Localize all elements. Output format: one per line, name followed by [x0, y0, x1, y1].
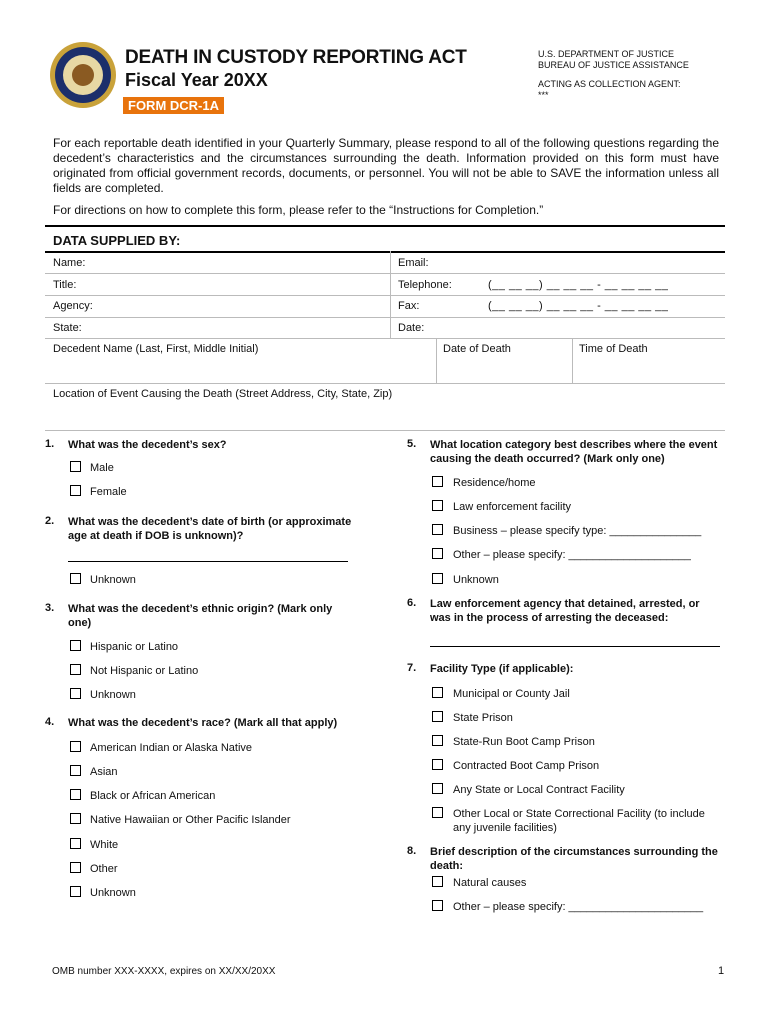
checkbox[interactable] — [70, 573, 81, 584]
checkbox[interactable] — [70, 765, 81, 776]
q7-option-3: Contracted Boot Camp Prison — [453, 760, 600, 772]
checkbox[interactable] — [70, 813, 81, 824]
q7-option-4: Any State or Local Contract Facility — [453, 784, 625, 796]
intro-paragraph: For each reportable death identified in your Quarterly Summary, please respond to all of the following questions regarding the decedent’s characteristics and the circumstances surrounding the death. Information provided on this form must have originated from official government records, documents, or personnel. You will not be able to SAVE the information unless all fields are completed. — [53, 136, 719, 195]
date-of-death-field[interactable]: Date of Death — [443, 343, 511, 355]
q7-option-2: State-Run Boot Camp Prison — [453, 736, 595, 748]
title-field[interactable]: Title: — [53, 279, 77, 291]
email-field[interactable]: Email: — [398, 257, 429, 269]
q2-number: 2. — [45, 515, 55, 527]
q5-option-1: Law enforcement facility — [453, 501, 571, 513]
fax-field[interactable]: (__ __ __) __ __ __ - __ __ __ __ — [488, 300, 669, 312]
date-field[interactable]: Date: — [398, 322, 425, 334]
q1-number: 1. — [45, 438, 55, 450]
omb-footer: OMB number XXX-XXXX, expires on XX/XX/20XX — [52, 966, 276, 977]
q6-number: 6. — [407, 597, 417, 609]
checkbox[interactable] — [70, 838, 81, 849]
checkbox[interactable] — [70, 789, 81, 800]
q7-option-0: Municipal or County Jail — [453, 688, 570, 700]
checkbox[interactable] — [432, 524, 443, 535]
agency-input-line[interactable] — [430, 646, 720, 647]
checkbox[interactable] — [432, 476, 443, 487]
checkbox[interactable] — [432, 735, 443, 746]
checkbox[interactable] — [432, 759, 443, 770]
q1-option-female: Female — [90, 486, 127, 498]
agency-field[interactable]: Agency: — [53, 300, 93, 312]
telephone-label: Telephone: — [398, 279, 452, 291]
q3-option-hispanic: Hispanic or Latino — [90, 641, 179, 653]
checkbox[interactable] — [432, 548, 443, 559]
checkbox[interactable] — [432, 876, 443, 887]
q5-option-4: Unknown — [453, 574, 499, 586]
q4-number: 4. — [45, 716, 55, 728]
q7-option-1: State Prison — [453, 712, 513, 724]
q4-option-5: Other — [90, 863, 118, 875]
q4-option-4: White — [90, 839, 119, 851]
department-info — [538, 49, 689, 71]
q5-option-3: Other – please specify: ____________________ — [453, 549, 691, 561]
q5-text: What location category best describes where the event causing the death occurred? (Mark only one) — [430, 439, 718, 465]
q7-number: 7. — [407, 662, 417, 674]
fiscal-year: Fiscal Year 20XX — [125, 70, 268, 90]
name-field[interactable]: Name: — [53, 257, 86, 269]
checkbox[interactable] — [70, 664, 81, 675]
time-of-death-field[interactable]: Time of Death — [579, 343, 648, 355]
location-field[interactable]: Location of Event Causing the Death (Street Address, City, State, Zip) — [53, 388, 393, 400]
section-divider — [45, 251, 725, 253]
dept-line-1: U.S. DEPARTMENT OF JUSTICE — [538, 49, 675, 59]
checkbox[interactable] — [432, 783, 443, 794]
doj-seal-logo — [50, 42, 116, 108]
dept-line-2: BUREAU OF JUSTICE ASSISTANCE — [538, 60, 689, 70]
q5-option-0: Residence/home — [453, 477, 536, 489]
checkbox[interactable] — [70, 461, 81, 472]
q5-option-2: Business – please specify type: _______________ — [453, 525, 702, 537]
directions-text: For directions on how to complete this form, please refer to the “Instructions for Completion.” — [53, 203, 544, 217]
checkbox[interactable] — [432, 900, 443, 911]
q3-option-unknown: Unknown — [90, 689, 136, 701]
checkbox[interactable] — [432, 711, 443, 722]
q3-text: What was the decedent’s ethnic origin? (Mark only one) — [68, 603, 333, 629]
form-label-badge: FORM DCR-1A — [123, 97, 224, 114]
agent-value: *** — [538, 90, 549, 100]
q2-option-unknown: Unknown — [90, 574, 136, 586]
q6-text: Law enforcement agency that detained, arrested, or was in the process of arresting the deceased: — [430, 598, 700, 624]
checkbox[interactable] — [432, 573, 443, 584]
q4-option-0: American Indian or Alaska Native — [90, 742, 253, 754]
q1-text: What was the decedent’s sex? — [68, 439, 227, 451]
q4-option-2: Black or African American — [90, 790, 216, 802]
decedent-name-field[interactable]: Decedent Name (Last, First, Middle Initial) — [53, 343, 259, 355]
q4-option-3: Native Hawaiian or Other Pacific Islander — [90, 814, 291, 826]
agent-label: ACTING AS COLLECTION AGENT: — [538, 79, 681, 89]
dob-input-line[interactable] — [68, 561, 348, 562]
checkbox[interactable] — [432, 687, 443, 698]
q5-number: 5. — [407, 438, 417, 450]
q4-option-1: Asian — [90, 766, 118, 778]
q8-text: Brief description of the circumstances surrounding the death: — [430, 846, 718, 872]
state-field[interactable]: State: — [53, 322, 82, 334]
checkbox[interactable] — [432, 500, 443, 511]
q3-option-not-hispanic: Not Hispanic or Latino — [90, 665, 199, 677]
checkbox[interactable] — [70, 741, 81, 752]
q4-option-6: Unknown — [90, 887, 136, 899]
form-title: DEATH IN CUSTODY REPORTING ACT — [125, 47, 467, 68]
checkbox[interactable] — [70, 485, 81, 496]
collection-agent — [538, 79, 681, 101]
q4-text: What was the decedent’s race? (Mark all that apply) — [68, 717, 338, 729]
telephone-field[interactable]: (__ __ __) __ __ __ - __ __ __ __ — [488, 279, 669, 291]
q3-number: 3. — [45, 602, 55, 614]
checkbox[interactable] — [70, 862, 81, 873]
checkbox[interactable] — [432, 807, 443, 818]
q7-text: Facility Type (if applicable): — [430, 663, 574, 675]
q8-number: 8. — [407, 845, 417, 857]
checkbox[interactable] — [70, 640, 81, 651]
q1-option-male: Male — [90, 462, 114, 474]
data-supplied-by-title: DATA SUPPLIED BY: — [53, 233, 181, 248]
checkbox[interactable] — [70, 886, 81, 897]
page-number: 1 — [718, 965, 725, 977]
q8-option-0: Natural causes — [453, 877, 527, 889]
checkbox[interactable] — [70, 688, 81, 699]
q2-text: What was the decedent’s date of birth (or approximate age at death if DOB is unknown)? — [68, 516, 352, 542]
section-divider — [45, 225, 725, 227]
q8-option-1: Other – please specify: ______________________ — [453, 901, 704, 913]
fax-label: Fax: — [398, 300, 420, 312]
q7-option-5: Other Local or State Correctional Facility (to include any juvenile facilities) — [453, 808, 705, 834]
